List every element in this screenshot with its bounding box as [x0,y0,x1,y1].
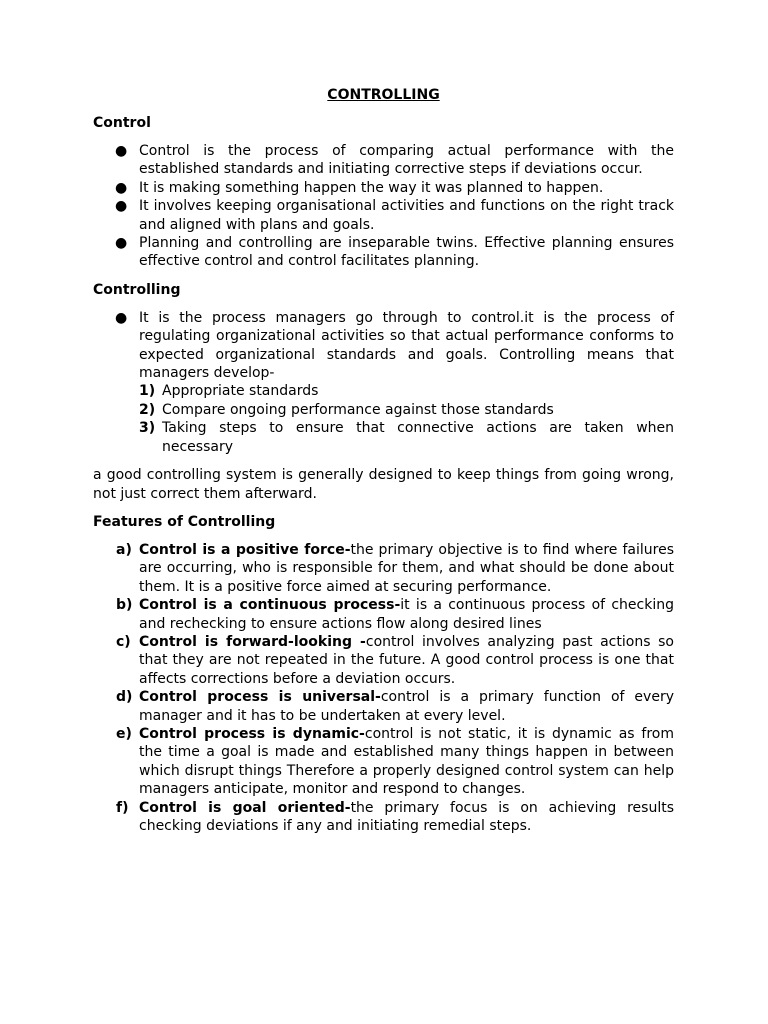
step-number: 3) [139,420,156,437]
feature-text: the primary objective is to find where failures are occurring, who is responsible for them, and what should be done about them. It is a positive force aimed at securing performance. [139,541,674,595]
feature-text: it is a continuous process of checking and rechecking to ensure actions flow along desired lines [139,597,674,632]
feature-title: Control is goal oriented- [139,799,351,816]
bullet-icon: ● [115,198,128,215]
list-item [115,309,674,456]
list-item [139,382,674,400]
list-item [115,197,674,234]
feature-title: Control process is dynamic- [139,725,365,742]
document-title: CONTROLLING [327,87,440,103]
list-item [115,142,674,179]
list-item [116,725,674,799]
bullet-text: Control is the process of comparing actual performance with the established standards and initiating corrective steps if deviations occur. [139,143,674,178]
feature-text: control is a primary function of every manager and it has to be undertaken at every level. [139,689,674,724]
feature-title: Control process is universal- [139,689,381,706]
section-heading-controlling: Controlling [93,281,181,298]
bullet-text: Planning and controlling are inseparable twins. Effective planning ensures effective control and control facilitates planning. [139,235,674,270]
item-letter: c) [116,633,131,650]
bullet-text: It is the process managers go through to control.it is the process of regulating organizational activities so that actual performance conforms to expected organizational standards and goals. Controlling means that managers develop- [139,309,674,382]
feature-text: the primary focus is on achieving results checking deviations if any and initiating remedial steps. [139,799,674,834]
control-bullet-list [93,142,674,271]
bullet-icon: ● [115,235,128,252]
list-item [116,541,674,596]
list-item [116,633,674,688]
bullet-text: It is making something happen the way it was planned to happen. [139,179,604,196]
list-item [139,419,674,456]
step-text: Compare ongoing performance against those standards [162,401,554,418]
item-letter: d) [116,689,133,706]
item-letter: f) [116,799,129,816]
features-list [93,541,674,836]
step-text: Appropriate standards [162,383,319,400]
step-text: Taking steps to ensure that connective actions are taken when necessary [162,420,674,455]
item-letter: b) [116,597,133,614]
step-number: 2) [139,401,156,418]
controlling-bullet-list [93,309,674,456]
bullet-icon: ● [115,143,128,159]
document-page [93,86,674,835]
list-item [116,596,674,633]
bullet-icon: ● [115,309,128,326]
section-heading-control: Control [93,115,151,131]
feature-text: control is not static, it is dynamic as from the time a goal is made and established many things happen in between which disrupt things Therefore a properly designed control system can help managers anticipate, monitor and respond to changes. [139,725,674,798]
list-item [115,234,674,271]
section-heading-features: Features of Controlling [93,513,276,530]
list-item [116,799,674,836]
bullet-text: It involves keeping organisational activities and functions on the right track and aligned with plans and goals. [139,198,674,233]
controlling-steps-list [139,382,674,456]
feature-title: Control is a positive force- [139,541,351,558]
bullet-icon: ● [115,179,128,196]
list-item [139,401,674,419]
controlling-closing-paragraph: a good controlling system is generally designed to keep things from going wrong, not just correct them afterward. [93,467,674,502]
feature-text: control involves analyzing past actions so that they are not repeated in the future. A good control process is one that affects corrections before a deviation occurs. [139,633,674,687]
list-item [115,179,674,197]
step-number: 1) [139,383,156,400]
feature-title: Control is a continuous process- [139,597,401,614]
item-letter: a) [116,541,132,558]
feature-title: Control is forward-looking - [139,633,366,650]
list-item [116,688,674,725]
item-letter: e) [116,725,132,742]
